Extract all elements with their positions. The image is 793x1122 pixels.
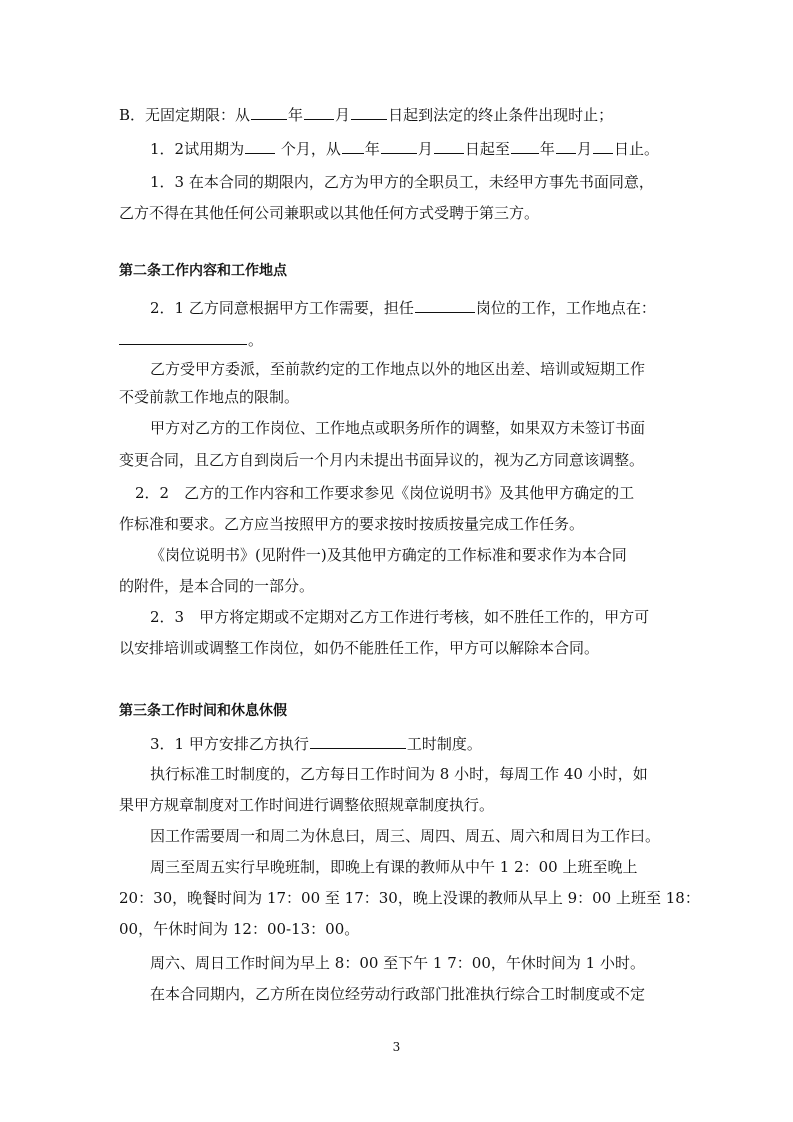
blank-field — [434, 138, 464, 154]
text: 月 — [576, 140, 592, 158]
text: 2．1 乙方同意根据甲方工作需要，担任 — [150, 299, 414, 317]
paragraph-line: 在本合同期内，乙方所在岗位经劳动行政部门批准执行综合工时制度或不定 — [150, 985, 646, 1003]
text: 日起到法定的终止条件出现时止； — [388, 106, 614, 124]
text: 日止。 — [613, 140, 659, 158]
location-line — [119, 329, 263, 349]
section-heading: 第二条工作内容和工作地点 — [119, 263, 287, 279]
blank-field — [511, 138, 539, 154]
paragraph-line: 以安排培训或调整工作岗位，如仍不能胜任工作，甲方可以解除本合同。 — [119, 639, 600, 657]
text: 工时制度。 — [406, 735, 482, 753]
paragraph-line: 2．2 乙方的工作内容和工作要求参见《岗位说明书》及其他甲方确定的工 — [135, 484, 635, 502]
paragraph-line: 作标准和要求。乙方应当按照甲方的要求按时按质按量完成工作任务。 — [119, 515, 585, 533]
page-number: 3 — [392, 1040, 401, 1054]
paragraph-line: 果甲方规章制度对工作时间进行调整依照规章制度执行。 — [119, 796, 495, 814]
work-hours-line — [150, 733, 482, 753]
blank-field — [556, 138, 576, 154]
probation-line — [150, 138, 659, 158]
text: 。 — [248, 331, 264, 349]
text: B．无固定期限：从 — [119, 106, 251, 124]
paragraph-line: 1．3 在本合同的期限内，乙方为甲方的全职员工，未经甲方事先书面同意， — [150, 173, 654, 191]
blank-field — [593, 138, 613, 154]
paragraph-line: 因工作需要周一和周二为休息曰，周三、周四、周五、周六和周日为工作曰。 — [150, 827, 661, 845]
text: 年 — [364, 140, 380, 158]
blank-field — [310, 733, 406, 749]
blank-field — [351, 104, 387, 120]
text: 年 — [288, 106, 304, 124]
blank-field — [251, 104, 287, 120]
text: 年 — [539, 140, 555, 158]
text: 个月，从 — [276, 140, 341, 158]
text: 3．1 甲方安排乙方执行 — [150, 735, 309, 753]
paragraph-line: 乙方受甲方委派，至前款约定的工作地点以外的地区出差、培训或短期工作 — [150, 360, 646, 378]
text: 月 — [417, 140, 433, 158]
text: 1．2试用期为 — [150, 140, 245, 158]
blank-field — [245, 138, 275, 154]
text: 月 — [335, 106, 351, 124]
blank-field — [381, 138, 417, 154]
text: 岗位的工作，工作地点在： — [475, 299, 656, 317]
paragraph-line: 20：30，晚餐时间为 17：00 至 17：30，晚上没课的教师从早上 9：00 上班至 18： — [119, 889, 700, 907]
position-line — [150, 297, 656, 317]
paragraph-line: 周三至周五实行早晚班制，即晚上有课的教师从中午 1 2：00 上班至晚上 — [150, 858, 638, 876]
blank-field — [304, 104, 334, 120]
paragraph-line: 甲方对乙方的工作岗位、工作地点或职务所作的调整，如果双方未签订书面 — [150, 419, 646, 437]
paragraph-line: 2．3 甲方将定期或不定期对乙方工作进行考核，如不胜任工作的，甲方可 — [150, 608, 650, 626]
paragraph-line: 乙方不得在其他任何公司兼职或以其他任何方式受聘于第三方。 — [119, 204, 540, 222]
blank-field — [342, 138, 364, 154]
paragraph-line: 周六、周日工作时间为早上 8：00 至下午 1 7：00，午休时间为 1 小时。 — [150, 954, 645, 972]
paragraph-line: 00，午休时间为 12：00-13：00。 — [119, 920, 360, 938]
text: 日起至 — [464, 140, 510, 158]
section-heading: 第三条工作时间和休息休假 — [119, 703, 287, 719]
paragraph-line: 执行标准工时制度的，乙方每日工作时间为 8 小时，每周工作 40 小时，如 — [150, 765, 648, 783]
paragraph-line: 变更合同，且乙方自到岗后一个月内未提出书面异议的，视为乙方同意该调整。 — [119, 451, 645, 469]
fixed-term-line — [119, 104, 613, 124]
paragraph-line: 不受前款工作地点的限制。 — [119, 388, 300, 406]
paragraph-line: 《岗位说明书》(见附件一)及其他甲方确定的工作标准和要求作为本合同 — [150, 546, 627, 564]
blank-field — [415, 297, 475, 313]
blank-field — [119, 329, 247, 345]
paragraph-line: 的附件，是本合同的一部分。 — [119, 577, 315, 595]
